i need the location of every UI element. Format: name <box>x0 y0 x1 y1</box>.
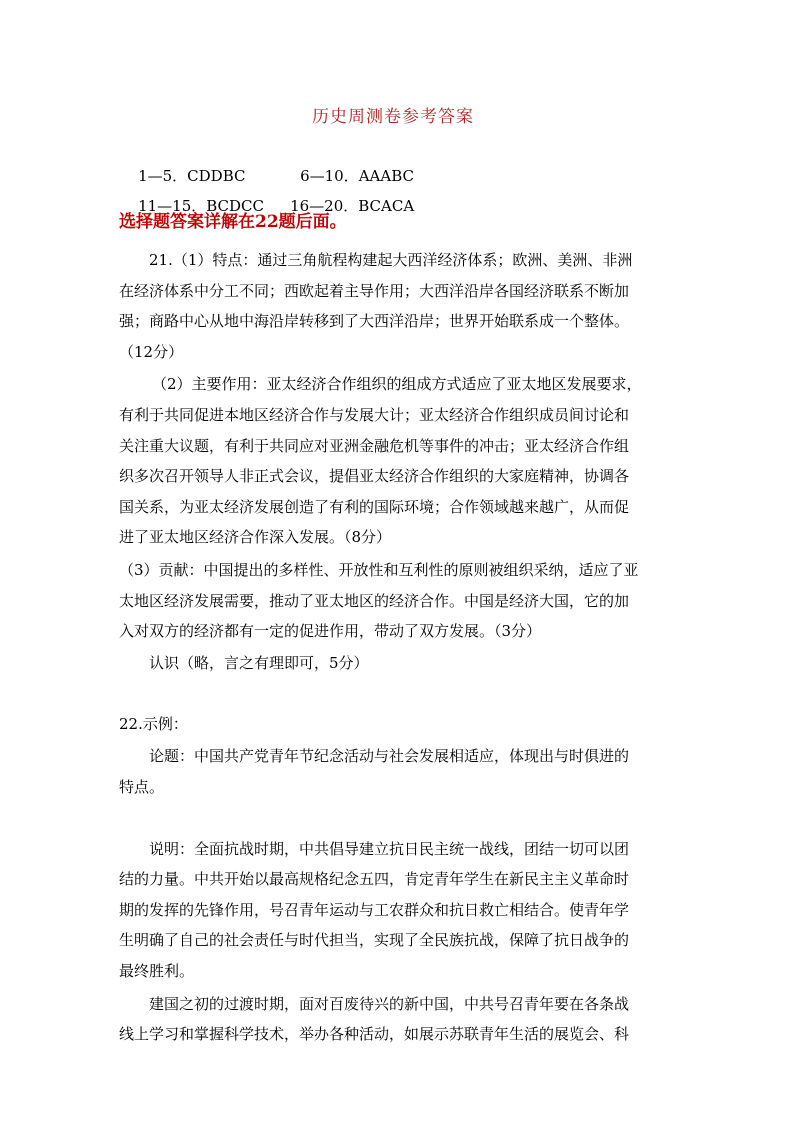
q21-p1-line: 21.（1）特点：通过三角航程构建起大西洋经济体系；欧洲、美洲、非洲 <box>149 251 633 269</box>
q21-p2-line: 有利于共同促进本地区经济合作与发展大计；亚太经济合作组织成员间讨论和 <box>119 406 630 424</box>
q21-p2-line: （2）主要作用：亚太经济合作组织的组成方式适应了亚太地区发展要求， <box>152 375 642 393</box>
q21-p3-line: 入对双方的经济都有一定的促进作用，带动了双方发展。（3分） <box>119 622 542 640</box>
q22-explain-line: 最终胜利。 <box>119 962 195 980</box>
page-title: 历史周测卷参考答案 <box>312 107 474 127</box>
q21-p2-line: 织多次召开领导人非正式会议，提倡亚太经济合作组织的大家庭精神，协调各 <box>119 467 630 485</box>
q22-explain-line: 结的力量。中共开始以最高规格纪念五四，肯定青年学生在新民主主义革命时 <box>119 870 630 888</box>
q21-p4-line: 认识（略，言之有理即可，5分） <box>149 654 369 672</box>
q21-p2-line: 关注重大议题，有利于共同应对亚洲金融危机等事件的冲击；亚太经济合作组 <box>119 437 630 455</box>
q22-founding-line: 线上学习和掌握科学技术，举办各种活动，如展示苏联青年生活的展览会、科 <box>119 1025 630 1043</box>
answer-range-1-5: 1—5．CDDBC <box>138 167 246 185</box>
q21-p1-line: 强；商路中心从地中海沿岸转移到了大西洋沿岸；世界开始联系成一个整体。 <box>119 312 630 330</box>
q21-p3-line: 太地区经济发展需要，推动了亚太地区的经济合作。中国是经济大国，它的加 <box>119 592 630 610</box>
q21-p3-line: （3）贡献：中国提出的多样性、开放性和互利性的原则被组织采纳，适应了亚 <box>119 561 639 579</box>
q22-founding-line: 建国之初的过渡时期，面对百废待兴的新中国，中共号召青年要在各条战 <box>149 995 630 1013</box>
answer-range-6-10: 6—10．AAABC <box>300 167 414 185</box>
answer-note: 选择题答案详解在22题后面。 <box>119 212 347 232</box>
answer-range-11-15: 11—15．BCDCC <box>138 197 265 215</box>
q21-p1-line: 在经济体系中分工不同；西欧起着主导作用；大西洋沿岸各国经济联系不断加 <box>119 282 630 300</box>
answer-range-16-20: 16—20．BCACA <box>290 197 415 215</box>
q21-p2-line: 进了亚太地区经济合作深入发展。（8分） <box>119 528 392 546</box>
q22-thesis-line: 特点。 <box>119 778 165 796</box>
q22-head: 22.示例： <box>119 715 188 733</box>
q22-thesis-line: 论题：中国共产党青年节纪念活动与社会发展相适应，体现出与时俱进的 <box>149 747 630 765</box>
q21-p2-line: 国关系，为亚太经济发展创造了有利的国际环境；合作领域越来越广，从而促 <box>119 498 630 516</box>
q22-explain-line: 生明确了自己的社会责任与时代担当，实现了全民族抗战，保障了抗日战争的 <box>119 931 630 949</box>
q21-p1-line: （12分） <box>119 343 184 361</box>
q22-explain-line: 说明：全面抗战时期，中共倡导建立抗日民主统一战线，团结一切可以团 <box>149 840 630 858</box>
q22-explain-line: 期的发挥的先锋作用，号召青年运动与工农群众和抗日救亡相结合。使青年学 <box>119 901 630 919</box>
